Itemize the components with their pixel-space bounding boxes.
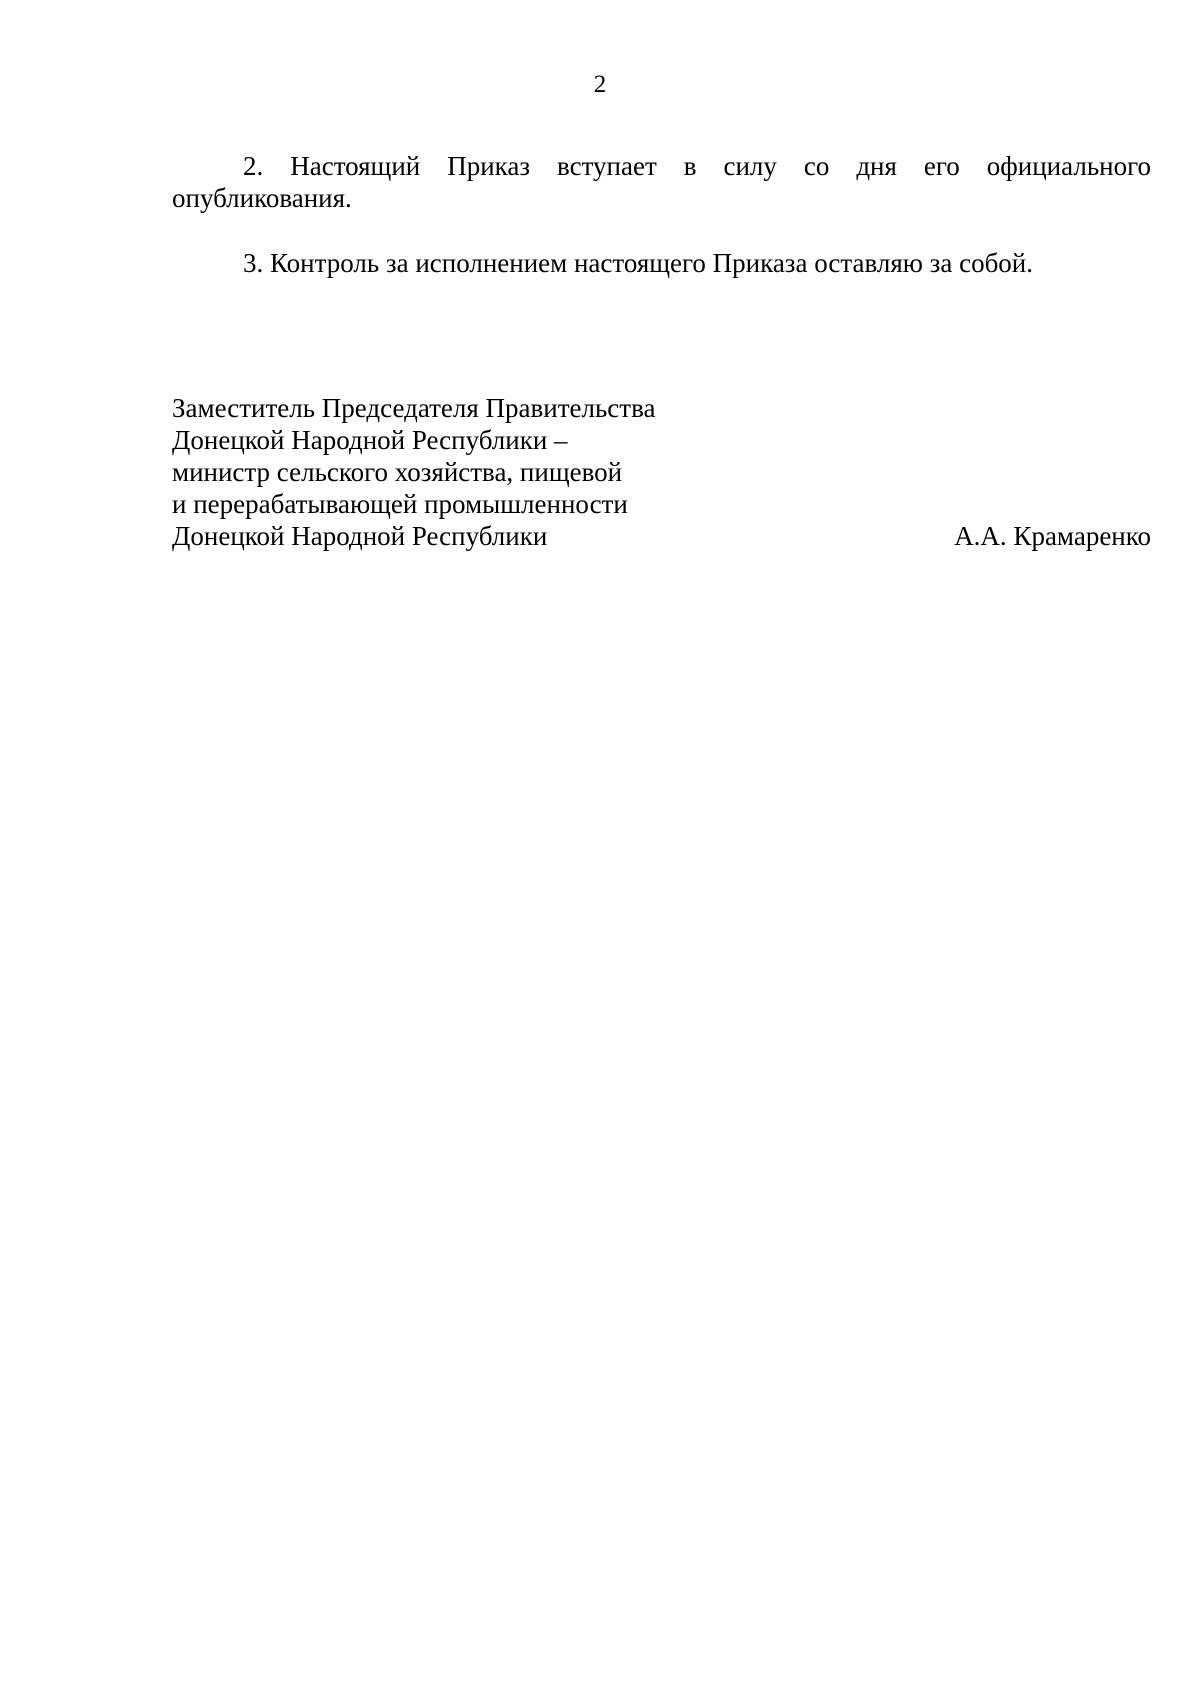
signature-position-line: Донецкой Народной Республики – bbox=[172, 425, 568, 455]
signature-position-line: Заместитель Председателя Правительства bbox=[172, 393, 656, 423]
paragraph-3: 3. Контроль за исполнением настоящего Приказа оставляю за собой. bbox=[243, 248, 1034, 278]
signature-position-line: и перерабатывающей промышленности bbox=[172, 489, 628, 519]
signature-final-row bbox=[172, 520, 1151, 552]
page-number: 2 bbox=[593, 71, 607, 98]
signatory-name: А.А. Крамаренко bbox=[954, 521, 1151, 551]
paragraph-2: 2. Настоящий Приказ вступает в силу со дня его официального опубликования. bbox=[172, 151, 1151, 213]
signature-position-line: министр сельского хозяйства, пищевой bbox=[172, 457, 623, 487]
signature-block bbox=[172, 392, 1151, 552]
signature-position-line: Донецкой Народной Республики bbox=[172, 521, 548, 551]
